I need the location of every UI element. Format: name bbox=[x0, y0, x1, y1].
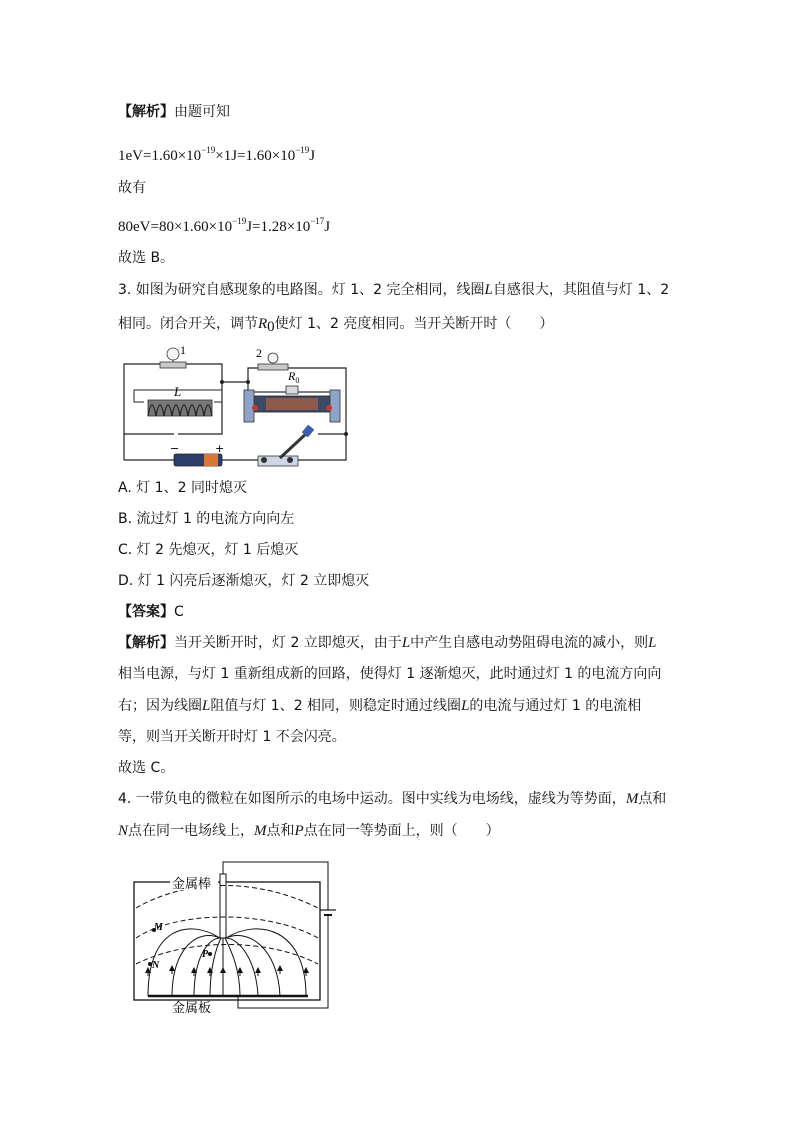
formula-1-part-b: ×1J=1.60×10 bbox=[215, 148, 296, 164]
point-N-label: N bbox=[152, 960, 160, 971]
formula-1-part-c: J bbox=[309, 148, 316, 164]
q4-stem-P: P bbox=[294, 823, 304, 839]
formula-2-part-c: J bbox=[324, 219, 331, 235]
q4-stem-2c: 点在同一等势面上，则（ ） bbox=[303, 823, 500, 839]
q3-stem-line-1 bbox=[118, 280, 669, 300]
q3-stem-2a: 相同。闭合开关，调节 bbox=[118, 316, 258, 332]
formula-2-exponent-2: −17 bbox=[310, 216, 325, 226]
formula-1-exponent-2: −19 bbox=[295, 145, 310, 155]
choose-answer-2: 故选 C。 bbox=[118, 760, 175, 776]
analysis-q3-3a: 右；因为线圈 bbox=[118, 698, 202, 714]
formula-2-exponent-1: −19 bbox=[232, 216, 247, 226]
circuit-diagram bbox=[118, 342, 358, 472]
q4-stem-line-1 bbox=[118, 789, 666, 809]
battery-negative-label: − bbox=[170, 442, 180, 455]
formula-2-part-a: 80eV=80×1.60×10 bbox=[118, 219, 233, 235]
choose-answer-1: 故选 B。 bbox=[118, 250, 175, 266]
point-P-label: P bbox=[202, 949, 209, 960]
field-diagram bbox=[128, 858, 348, 1016]
q4-stem-line-2 bbox=[118, 821, 500, 841]
option-b: B. 流过灯 1 的电流方向向左 bbox=[118, 511, 295, 527]
therefore-label: 故有 bbox=[118, 180, 146, 196]
formula-2 bbox=[118, 211, 330, 237]
formula-2-part-b: J=1.28×10 bbox=[246, 219, 311, 235]
answer-line bbox=[118, 602, 184, 622]
analysis-text: 由题可知 bbox=[174, 104, 230, 120]
analysis-q3-label: 【解析】 bbox=[118, 635, 174, 651]
lamp-2-label: 2 bbox=[256, 346, 262, 360]
q3-stem-1b: 自感很大，其阻值与灯 1、2 bbox=[492, 282, 670, 298]
q3-stem-1a: 3. 如图为研究自感现象的电路图。灯 1、2 完全相同，线圈 bbox=[118, 282, 485, 298]
rheostat-icon bbox=[244, 386, 340, 422]
coil-label: L bbox=[174, 384, 182, 399]
answer-value: C bbox=[174, 604, 184, 620]
q4-stem-1a: 4. 一带负电的微粒在如图所示的电场中运动。图中实线为电场线，虚线为等势面， bbox=[118, 791, 626, 807]
battery-positive-label: + bbox=[215, 442, 225, 455]
formula-1-exponent-1: −19 bbox=[201, 145, 216, 155]
q3-stem-R-sub: 0 bbox=[267, 319, 275, 335]
analysis-q3-3c: 的电流与通过灯 1 的电流相 bbox=[469, 698, 642, 714]
option-a: A. 灯 1、2 同时熄灭 bbox=[118, 480, 247, 496]
q4-stem-N: N bbox=[118, 823, 129, 839]
q4-stem-1b: 点和 bbox=[638, 791, 667, 807]
analysis-q3-1L2: L bbox=[648, 635, 657, 651]
metal-rod-label: 金属棒 bbox=[172, 877, 212, 892]
rheostat-label: $R_0$ bbox=[288, 369, 300, 385]
formula-1 bbox=[118, 140, 315, 166]
battery-icon bbox=[174, 454, 222, 466]
q4-stem-2a: 点在同一电场线上， bbox=[128, 823, 255, 839]
field-figure bbox=[128, 858, 348, 1016]
metal-plate-label: 金属板 bbox=[172, 1001, 212, 1016]
lamp-1-label: 1 bbox=[180, 343, 186, 357]
analysis-q3-3b: 阻值与灯 1、2 相同，则稳定时通过线圈 bbox=[210, 698, 462, 714]
analysis-q3-1L: L bbox=[401, 635, 411, 651]
q4-stem-M2: M bbox=[254, 823, 267, 839]
analysis-q3-line-4: 等，则当开关断开时灯 1 不会闪亮。 bbox=[118, 729, 346, 745]
analysis-line bbox=[118, 102, 230, 122]
q3-stem-2b: 使灯 1、2 亮度相同。当开关断开时（ ） bbox=[274, 316, 554, 332]
analysis-q3-line-3 bbox=[118, 696, 641, 716]
option-d: D. 灯 1 闪亮后逐渐熄灭，灯 2 立即熄灭 bbox=[118, 573, 370, 589]
analysis-q3-1a: 当开关断开时，灯 2 立即熄灭，由于 bbox=[174, 635, 402, 651]
analysis-q3-line-2: 相当电源，与灯 1 重新组成新的回路，使得灯 1 逐渐熄灭，此时通过灯 1 的电流方向向 bbox=[118, 666, 662, 682]
q3-stem-R: R bbox=[258, 316, 268, 332]
analysis-q3-line-1 bbox=[118, 633, 657, 653]
q3-stem-line-2 bbox=[118, 314, 553, 337]
formula-1-part-a: 1eV=1.60×10 bbox=[118, 148, 202, 164]
q3-stem-L: L bbox=[484, 282, 493, 298]
analysis-q3-3L2: L bbox=[461, 698, 470, 714]
lamp-2-icon bbox=[258, 353, 288, 370]
answer-label: 【答案】 bbox=[118, 604, 174, 620]
analysis-q3-1b: 中产生自感电动势阻碍电流的减小，则 bbox=[410, 635, 649, 651]
analysis-bracket-label: 【解析】 bbox=[118, 104, 174, 120]
q4-stem-M: M bbox=[625, 791, 639, 807]
coil-icon bbox=[148, 400, 212, 416]
q4-stem-2b: 点和 bbox=[266, 823, 295, 839]
circuit-figure bbox=[118, 342, 358, 472]
option-c: C. 灯 2 先熄灭，灯 1 后熄灭 bbox=[118, 542, 299, 558]
point-M-label: M bbox=[154, 922, 163, 933]
analysis-q3-3L: L bbox=[202, 698, 211, 714]
